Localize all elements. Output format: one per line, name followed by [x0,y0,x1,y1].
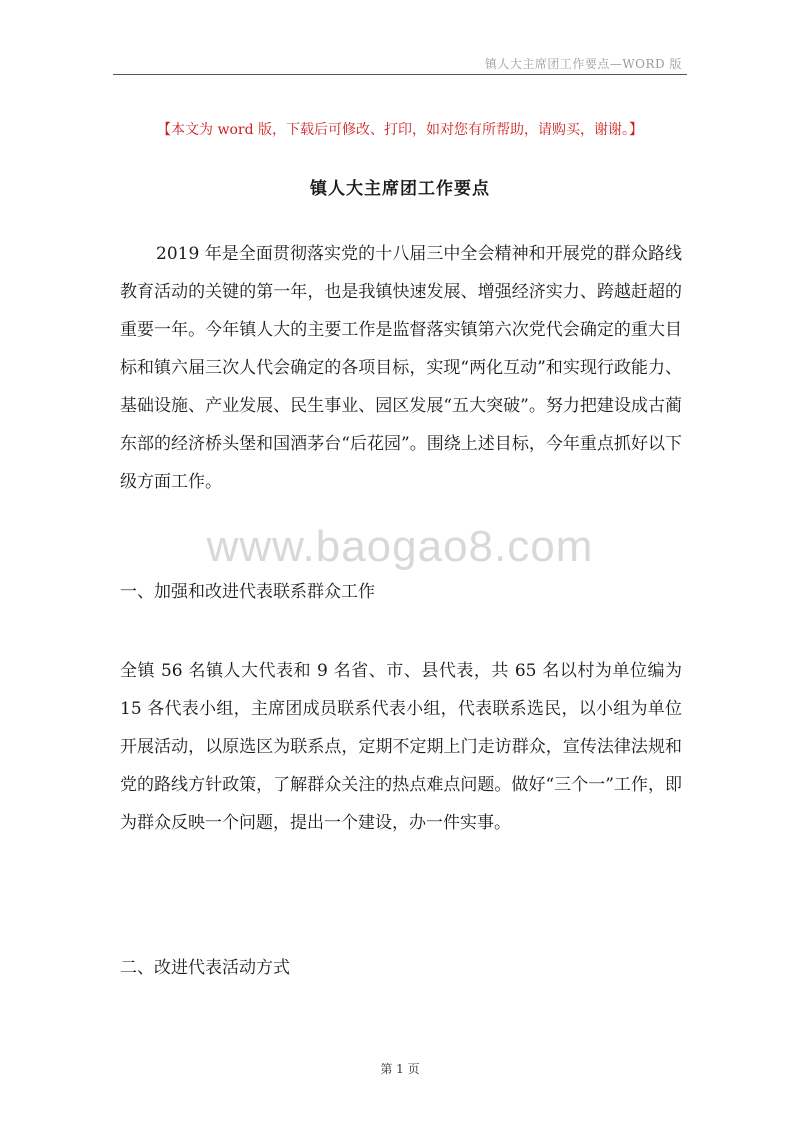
section-1-paragraph: 全镇 56 名镇人大代表和 9 名省、市、县代表，共 65 名以村为单位编为 15 各代表小组，主席团成员联系代表小组，代表联系选民，以小组为单位开展活动，以原选区为联系点，定期不定期上门走访群众，宣传法律法规和党的路线方针政策，了解群众关注的热点难点问题。做好“三个一”工作，即为群众反映一个问题，提出一个建设，办一件实事。 [120,661,682,833]
document-title: 镇人大主席团工作要点 [310,179,490,199]
section-heading-1: 一、加强和改进代表联系群众工作 [120,582,375,602]
site-watermark: www.baogao8.com [206,522,594,571]
header-divider [113,74,687,75]
intro-paragraph: 2019 年是全面贯彻落实党的十八届三中全会精神和开展党的群众路线教育活动的关键的第一年，也是我镇快速发展、增强经济实力、跨越赶超的重要一年。今年镇人大的主要工作是监督落实镇第六次党代会确定的重大目标和镇六届三次人代会确定的各项目标，实现“两化互动”和实现行政能力、基础设施、产业发展、民生事业、园区发展“五大突破”。努力把建设成古蔺东部的经济桥头堡和国酒茅台“后花园”。围绕上述目标，今年重点抓好以下级方面工作。 [120,244,682,492]
section-heading-2: 二、改进代表活动方式 [120,958,290,978]
download-notice: 【本文为 word 版，下载后可修改、打印，如对您有所帮助，请购买，谢谢。】 [157,122,643,138]
running-header: 镇人大主席团工作要点—WORD 版 [484,57,682,71]
page-number: 第 1 页 [380,1062,420,1076]
